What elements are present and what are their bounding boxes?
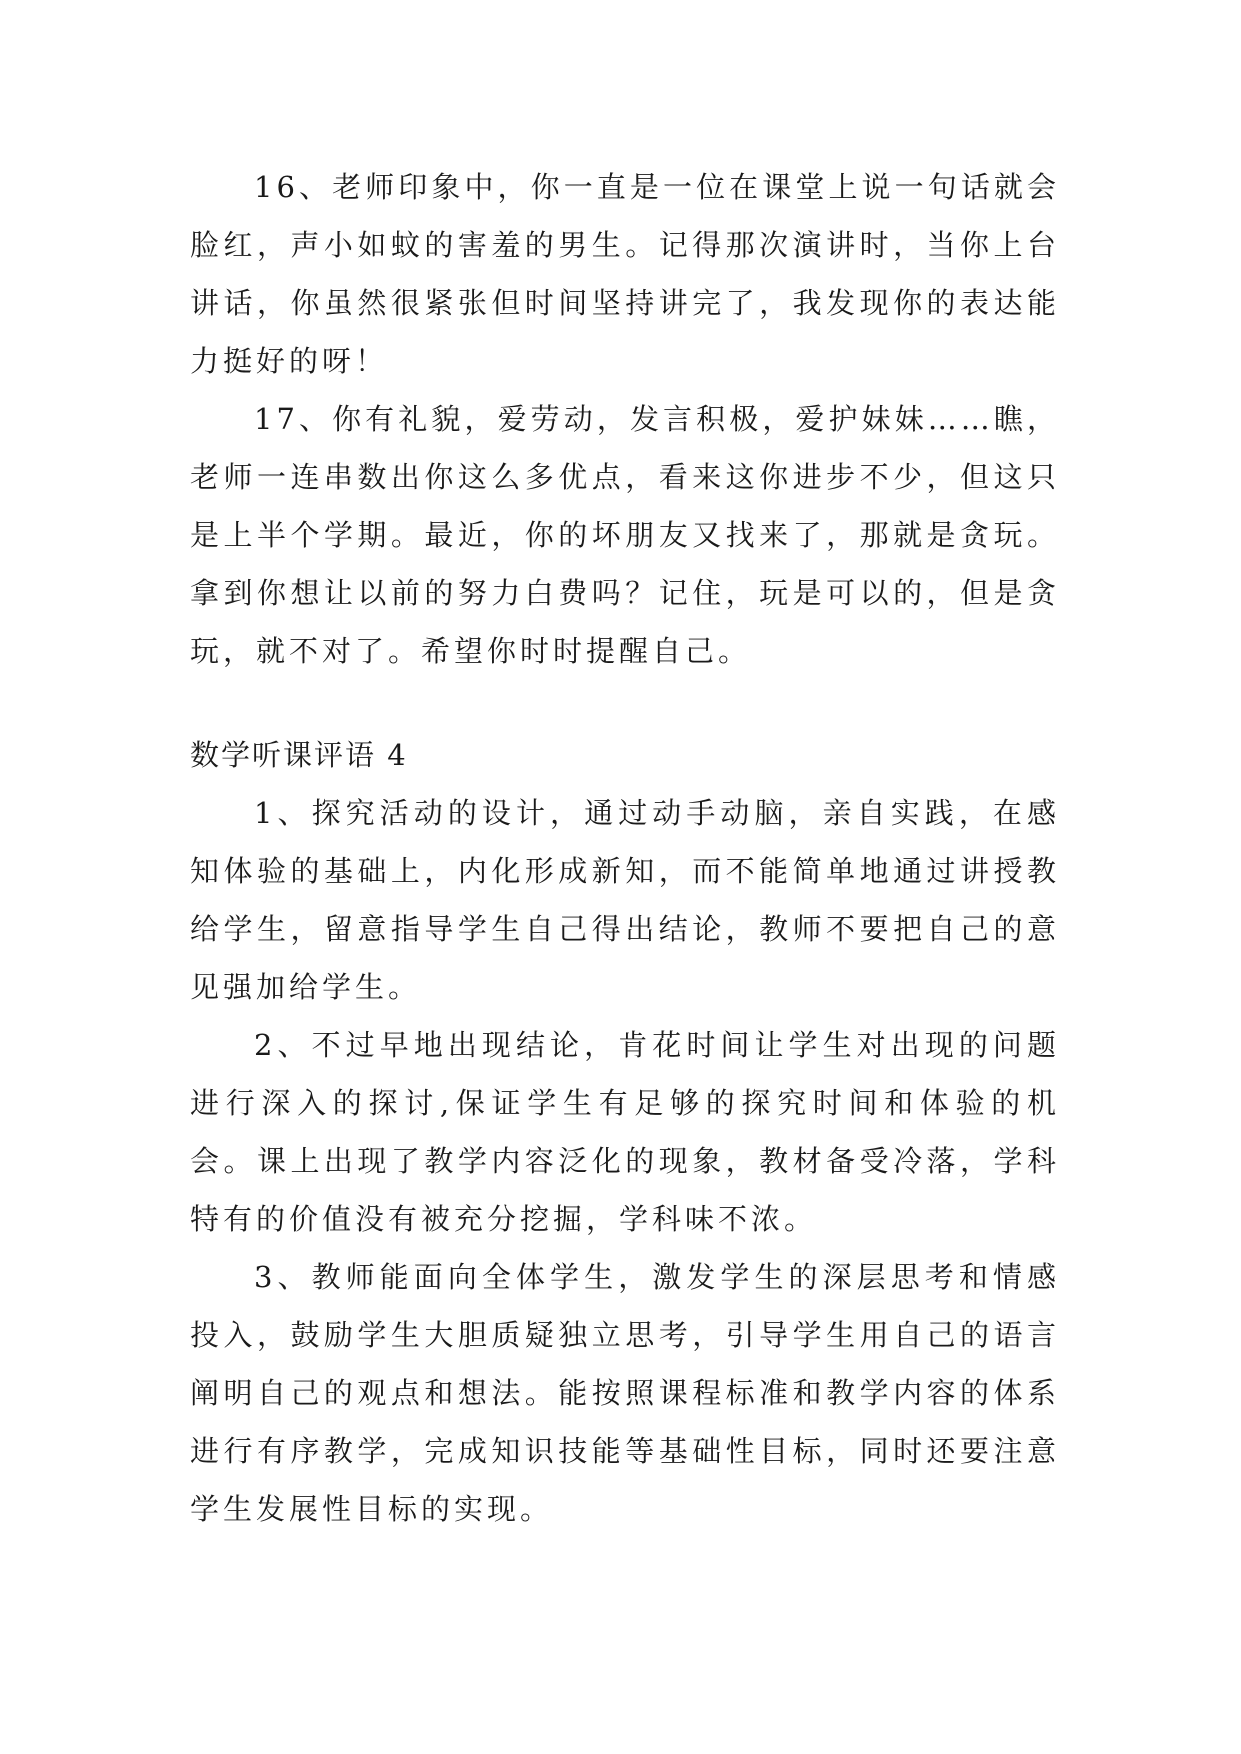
comment-paragraph-1: 1、探究活动的设计，通过动手动脑，亲自实践，在感知体验的基础上，内化形成新知，而不能简单地通过讲授教给学生，留意指导学生自己得出结论，教师不要把自己的意见强加给学生。 — [190, 796, 1060, 1004]
section-gap — [190, 680, 1060, 726]
section-heading: 数学听课评语 4 — [190, 738, 408, 772]
comment-paragraph-2: 2、不过早地出现结论，肯花时间让学生对出现的问题进行深入的探讨,保证学生有足够的探究时间和体验的机会。课上出现了教学内容泛化的现象，教材备受冷落，学科特有的价值没有被充分挖掘，学科味不浓。 — [190, 1028, 1060, 1236]
comment-paragraph-3: 3、教师能面向全体学生，激发学生的深层思考和情感投入，鼓励学生大胆质疑独立思考，引导学生用自己的语言阐明自己的观点和想法。能按照课程标准和教学内容的体系进行有序教学，完成知识技能等基础性目标，同时还要注意学生发展性目标的实现。 — [190, 1260, 1060, 1526]
comment-paragraph-16: 16、老师印象中，你一直是一位在课堂上说一句话就会脸红，声小如蚊的害羞的男生。记得那次演讲时，当你上台讲话，你虽然很紧张但时间坚持讲完了，我发现你的表达能力挺好的呀！ — [190, 170, 1060, 378]
document-page — [190, 158, 1060, 1538]
comment-paragraph-17: 17、你有礼貌，爱劳动，发言积极，爱护妹妹……瞧，老师一连串数出你这么多优点，看来这你进步不少，但这只是上半个学期。最近，你的坏朋友又找来了，那就是贪玩。拿到你想让以前的努力白费吗？记住，玩是可以的，但是贪玩，就不对了。希望你时时提醒自己。 — [190, 402, 1060, 668]
